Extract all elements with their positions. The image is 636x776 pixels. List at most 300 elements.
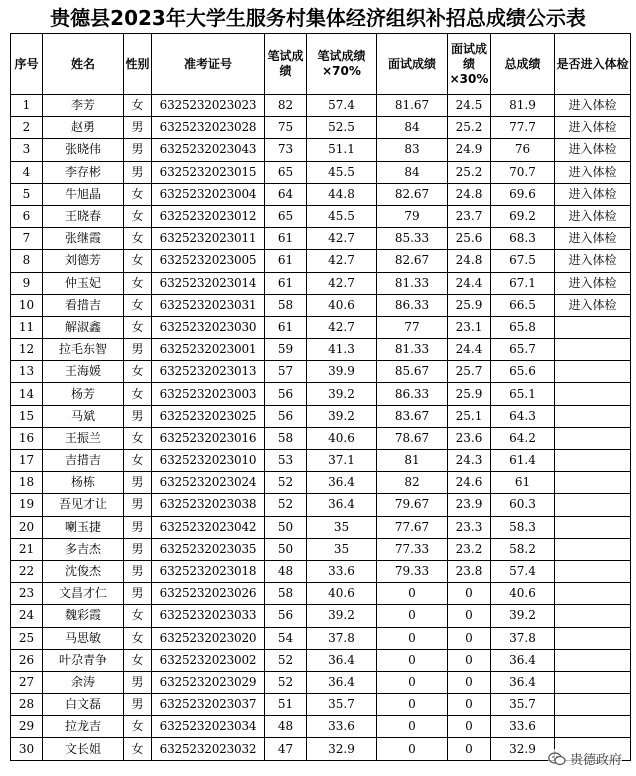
cell-interview: 82.67 [377, 250, 448, 272]
cell-interview: 0 [377, 694, 448, 716]
cell-interview: 79.67 [377, 494, 448, 516]
cell-written: 65 [265, 205, 307, 227]
cell-interview-30: 23.3 [448, 516, 491, 538]
cell-total: 36.4 [491, 671, 555, 693]
cell-gender: 女 [124, 605, 152, 627]
cell-written-70: 37.1 [307, 450, 377, 472]
header-seq: 序号 [11, 34, 43, 95]
cell-gender: 男 [124, 161, 152, 183]
cell-interview: 84 [377, 117, 448, 139]
cell-exam-id: 6325232023014 [152, 272, 265, 294]
cell-interview-30: 23.8 [448, 560, 491, 582]
cell-written: 54 [265, 627, 307, 649]
cell-written: 82 [265, 95, 307, 117]
cell-physical [555, 671, 631, 693]
cell-written-70: 41.3 [307, 339, 377, 361]
cell-written-70: 32.9 [307, 738, 377, 760]
cell-physical: 进入体检 [555, 272, 631, 294]
cell-written-70: 36.4 [307, 472, 377, 494]
cell-interview-30: 25.2 [448, 117, 491, 139]
cell-interview-30: 24.4 [448, 339, 491, 361]
cell-exam-id: 6325232023016 [152, 427, 265, 449]
cell-gender: 男 [124, 538, 152, 560]
cell-interview: 77 [377, 316, 448, 338]
cell-interview-30: 24.9 [448, 139, 491, 161]
cell-name: 拉龙吉 [43, 716, 124, 738]
cell-written: 50 [265, 538, 307, 560]
table-row [11, 538, 631, 560]
cell-seq: 10 [11, 294, 43, 316]
cell-interview-30: 0 [448, 627, 491, 649]
cell-seq: 7 [11, 228, 43, 250]
cell-gender: 女 [124, 649, 152, 671]
cell-exam-id: 6325232023028 [152, 117, 265, 139]
cell-gender: 女 [124, 627, 152, 649]
cell-name: 喇玉捷 [43, 516, 124, 538]
cell-seq: 12 [11, 339, 43, 361]
cell-interview: 81.33 [377, 272, 448, 294]
table-row [11, 671, 631, 693]
header-name: 姓名 [43, 34, 124, 95]
cell-name: 王海媛 [43, 361, 124, 383]
cell-written-70: 39.2 [307, 405, 377, 427]
cell-seq: 29 [11, 716, 43, 738]
cell-written-70: 40.6 [307, 583, 377, 605]
cell-total: 61 [491, 472, 555, 494]
cell-interview-30: 0 [448, 738, 491, 760]
cell-exam-id: 6325232023024 [152, 472, 265, 494]
cell-interview-30: 24.8 [448, 250, 491, 272]
cell-exam-id: 6325232023010 [152, 450, 265, 472]
cell-written: 65 [265, 161, 307, 183]
cell-name: 王晓春 [43, 205, 124, 227]
cell-interview: 83 [377, 139, 448, 161]
cell-written-70: 39.2 [307, 383, 377, 405]
cell-physical [555, 450, 631, 472]
cell-name: 杨芳 [43, 383, 124, 405]
cell-interview-30: 25.9 [448, 294, 491, 316]
cell-interview-30: 0 [448, 716, 491, 738]
cell-exam-id: 6325232023043 [152, 139, 265, 161]
table-row [11, 228, 631, 250]
cell-exam-id: 6325232023018 [152, 560, 265, 582]
cell-exam-id: 6325232023026 [152, 583, 265, 605]
cell-physical [555, 583, 631, 605]
cell-interview: 78.67 [377, 427, 448, 449]
cell-total: 77.7 [491, 117, 555, 139]
wechat-icon [548, 752, 566, 766]
cell-interview-30: 23.7 [448, 205, 491, 227]
cell-written-70: 35 [307, 516, 377, 538]
cell-name: 李存彬 [43, 161, 124, 183]
cell-physical: 进入体检 [555, 205, 631, 227]
cell-total: 69.6 [491, 183, 555, 205]
cell-name: 李芳 [43, 95, 124, 117]
cell-written-70: 44.8 [307, 183, 377, 205]
table-row [11, 316, 631, 338]
cell-seq: 28 [11, 694, 43, 716]
cell-total: 36.4 [491, 649, 555, 671]
cell-interview: 79.33 [377, 560, 448, 582]
cell-total: 67.1 [491, 272, 555, 294]
cell-written-70: 36.4 [307, 671, 377, 693]
cell-name: 多吉杰 [43, 538, 124, 560]
cell-exam-id: 6325232023031 [152, 294, 265, 316]
cell-seq: 4 [11, 161, 43, 183]
watermark-text: 贵德政府 [569, 753, 622, 768]
cell-total: 65.7 [491, 339, 555, 361]
cell-exam-id: 6325232023038 [152, 494, 265, 516]
cell-physical: 进入体检 [555, 161, 631, 183]
cell-interview: 0 [377, 627, 448, 649]
cell-physical [555, 405, 631, 427]
cell-written-70: 35 [307, 538, 377, 560]
cell-exam-id: 6325232023030 [152, 316, 265, 338]
cell-total: 81.9 [491, 95, 555, 117]
cell-written-70: 52.5 [307, 117, 377, 139]
cell-name: 拉毛东智 [43, 339, 124, 361]
cell-total: 66.5 [491, 294, 555, 316]
cell-name: 看措吉 [43, 294, 124, 316]
cell-total: 58.3 [491, 516, 555, 538]
cell-interview: 79 [377, 205, 448, 227]
cell-name: 刘德芳 [43, 250, 124, 272]
cell-gender: 男 [124, 694, 152, 716]
cell-interview-30: 24.3 [448, 450, 491, 472]
cell-name: 叶尕青争 [43, 649, 124, 671]
cell-interview-30: 23.6 [448, 427, 491, 449]
table-row [11, 117, 631, 139]
cell-physical [555, 316, 631, 338]
table-row [11, 294, 631, 316]
cell-exam-id: 6325232023002 [152, 649, 265, 671]
cell-physical: 进入体检 [555, 117, 631, 139]
cell-written: 58 [265, 427, 307, 449]
cell-interview: 81 [377, 450, 448, 472]
cell-exam-id: 6325232023034 [152, 716, 265, 738]
cell-name: 文长姐 [43, 738, 124, 760]
cell-total: 37.8 [491, 627, 555, 649]
cell-gender: 女 [124, 716, 152, 738]
header-written: 笔试成绩 [265, 34, 307, 95]
cell-name: 马斌 [43, 405, 124, 427]
cell-interview: 0 [377, 649, 448, 671]
cell-total: 76 [491, 139, 555, 161]
cell-gender: 男 [124, 516, 152, 538]
cell-exam-id: 6325232023029 [152, 671, 265, 693]
cell-interview: 82 [377, 472, 448, 494]
cell-physical [555, 516, 631, 538]
cell-written: 61 [265, 316, 307, 338]
cell-interview-30: 25.1 [448, 405, 491, 427]
cell-total: 64.3 [491, 405, 555, 427]
cell-total: 58.2 [491, 538, 555, 560]
cell-name: 解淑鑫 [43, 316, 124, 338]
cell-interview: 0 [377, 716, 448, 738]
cell-physical: 进入体检 [555, 139, 631, 161]
cell-written-70: 39.9 [307, 361, 377, 383]
cell-exam-id: 6325232023025 [152, 405, 265, 427]
cell-name: 沈俊杰 [43, 560, 124, 582]
cell-exam-id: 6325232023042 [152, 516, 265, 538]
cell-name: 仲玉妃 [43, 272, 124, 294]
cell-seq: 16 [11, 427, 43, 449]
cell-total: 33.6 [491, 716, 555, 738]
cell-written: 50 [265, 516, 307, 538]
cell-written-70: 36.4 [307, 649, 377, 671]
cell-interview: 81.67 [377, 95, 448, 117]
cell-interview-30: 24.4 [448, 272, 491, 294]
cell-written: 52 [265, 671, 307, 693]
table-row [11, 716, 631, 738]
table-row [11, 427, 631, 449]
cell-gender: 男 [124, 339, 152, 361]
cell-interview-30: 0 [448, 605, 491, 627]
cell-seq: 26 [11, 649, 43, 671]
cell-physical [555, 383, 631, 405]
cell-physical: 进入体检 [555, 95, 631, 117]
cell-written-70: 45.5 [307, 161, 377, 183]
cell-written: 52 [265, 649, 307, 671]
cell-interview: 85.67 [377, 361, 448, 383]
cell-written-70: 42.7 [307, 228, 377, 250]
cell-physical [555, 560, 631, 582]
cell-total: 65.6 [491, 361, 555, 383]
cell-gender: 女 [124, 383, 152, 405]
table-row [11, 205, 631, 227]
cell-written-70: 36.4 [307, 494, 377, 516]
cell-physical [555, 494, 631, 516]
table-row [11, 450, 631, 472]
cell-written-70: 40.6 [307, 427, 377, 449]
cell-total: 65.1 [491, 383, 555, 405]
cell-gender: 女 [124, 183, 152, 205]
cell-seq: 21 [11, 538, 43, 560]
cell-interview: 82.67 [377, 183, 448, 205]
cell-seq: 25 [11, 627, 43, 649]
cell-seq: 23 [11, 583, 43, 605]
cell-gender: 女 [124, 738, 152, 760]
cell-written: 58 [265, 583, 307, 605]
cell-seq: 20 [11, 516, 43, 538]
cell-seq: 17 [11, 450, 43, 472]
cell-interview: 81.33 [377, 339, 448, 361]
watermark [548, 749, 622, 768]
cell-seq: 19 [11, 494, 43, 516]
cell-written: 61 [265, 272, 307, 294]
cell-total: 60.3 [491, 494, 555, 516]
cell-interview-30: 24.5 [448, 95, 491, 117]
header-interview: 面试成绩 [377, 34, 448, 95]
table-row [11, 516, 631, 538]
cell-total: 35.7 [491, 694, 555, 716]
cell-interview: 83.67 [377, 405, 448, 427]
cell-written-70: 45.5 [307, 205, 377, 227]
header-exam-id: 准考证号 [152, 34, 265, 95]
cell-seq: 15 [11, 405, 43, 427]
cell-written: 61 [265, 250, 307, 272]
cell-physical [555, 605, 631, 627]
cell-exam-id: 6325232023012 [152, 205, 265, 227]
cell-exam-id: 6325232023011 [152, 228, 265, 250]
cell-written: 73 [265, 139, 307, 161]
cell-physical [555, 694, 631, 716]
cell-physical: 进入体检 [555, 183, 631, 205]
cell-interview-30: 25.2 [448, 161, 491, 183]
cell-total: 70.7 [491, 161, 555, 183]
cell-physical [555, 427, 631, 449]
cell-name: 吾见才让 [43, 494, 124, 516]
cell-written-70: 37.8 [307, 627, 377, 649]
cell-name: 白文磊 [43, 694, 124, 716]
cell-total: 32.9 [491, 738, 555, 760]
table-row [11, 339, 631, 361]
cell-total: 65.8 [491, 316, 555, 338]
cell-written: 47 [265, 738, 307, 760]
table-row [11, 738, 631, 760]
cell-exam-id: 6325232023023 [152, 95, 265, 117]
cell-gender: 男 [124, 405, 152, 427]
cell-interview-30: 24.6 [448, 472, 491, 494]
cell-written: 56 [265, 605, 307, 627]
cell-seq: 18 [11, 472, 43, 494]
table-row [11, 161, 631, 183]
cell-physical: 进入体检 [555, 228, 631, 250]
cell-name: 马思敏 [43, 627, 124, 649]
cell-written: 53 [265, 450, 307, 472]
table-row [11, 627, 631, 649]
table-row [11, 605, 631, 627]
table-row [11, 250, 631, 272]
cell-gender: 男 [124, 583, 152, 605]
cell-gender: 男 [124, 472, 152, 494]
cell-exam-id: 6325232023035 [152, 538, 265, 560]
cell-total: 67.5 [491, 250, 555, 272]
cell-name: 文昌才仁 [43, 583, 124, 605]
cell-written-70: 40.6 [307, 294, 377, 316]
cell-seq: 22 [11, 560, 43, 582]
cell-interview-30: 0 [448, 583, 491, 605]
cell-written: 56 [265, 405, 307, 427]
cell-interview: 84 [377, 161, 448, 183]
cell-gender: 女 [124, 272, 152, 294]
cell-written-70: 42.7 [307, 316, 377, 338]
cell-gender: 男 [124, 494, 152, 516]
cell-seq: 6 [11, 205, 43, 227]
cell-exam-id: 6325232023037 [152, 694, 265, 716]
header-total: 总成绩 [491, 34, 555, 95]
cell-exam-id: 6325232023001 [152, 339, 265, 361]
cell-seq: 3 [11, 139, 43, 161]
table-body [11, 95, 631, 761]
score-table [10, 33, 631, 761]
table-row [11, 560, 631, 582]
cell-gender: 男 [124, 671, 152, 693]
cell-physical: 进入体检 [555, 294, 631, 316]
cell-physical [555, 361, 631, 383]
cell-name: 张晓伟 [43, 139, 124, 161]
cell-written: 75 [265, 117, 307, 139]
cell-written: 52 [265, 472, 307, 494]
cell-exam-id: 6325232023033 [152, 605, 265, 627]
table-row [11, 649, 631, 671]
cell-name: 牛旭晶 [43, 183, 124, 205]
cell-exam-id: 6325232023013 [152, 361, 265, 383]
cell-gender: 男 [124, 139, 152, 161]
table-header-row [11, 34, 631, 95]
table-row [11, 139, 631, 161]
table-row [11, 583, 631, 605]
cell-total: 68.3 [491, 228, 555, 250]
cell-gender: 女 [124, 450, 152, 472]
cell-interview-30: 25.7 [448, 361, 491, 383]
cell-gender: 女 [124, 250, 152, 272]
cell-written: 52 [265, 494, 307, 516]
cell-exam-id: 6325232023004 [152, 183, 265, 205]
cell-written: 57 [265, 361, 307, 383]
cell-total: 61.4 [491, 450, 555, 472]
cell-exam-id: 6325232023005 [152, 250, 265, 272]
cell-interview: 86.33 [377, 383, 448, 405]
cell-physical [555, 472, 631, 494]
cell-gender: 女 [124, 205, 152, 227]
cell-seq: 13 [11, 361, 43, 383]
cell-gender: 女 [124, 228, 152, 250]
page-title: 贵德县2023年大学生服务村集体经济组织补招总成绩公示表 [50, 6, 586, 30]
cell-seq: 24 [11, 605, 43, 627]
cell-interview-30: 23.1 [448, 316, 491, 338]
cell-exam-id: 6325232023015 [152, 161, 265, 183]
cell-gender: 女 [124, 316, 152, 338]
cell-exam-id: 6325232023020 [152, 627, 265, 649]
cell-interview: 85.33 [377, 228, 448, 250]
cell-interview-30: 23.2 [448, 538, 491, 560]
cell-name: 吉措吉 [43, 450, 124, 472]
table-row [11, 95, 631, 117]
cell-interview-30: 0 [448, 649, 491, 671]
cell-written-70: 35.7 [307, 694, 377, 716]
cell-total: 64.2 [491, 427, 555, 449]
cell-seq: 2 [11, 117, 43, 139]
cell-seq: 27 [11, 671, 43, 693]
cell-seq: 30 [11, 738, 43, 760]
table-row [11, 494, 631, 516]
cell-interview: 0 [377, 738, 448, 760]
cell-name: 余涛 [43, 671, 124, 693]
cell-name: 张继霞 [43, 228, 124, 250]
cell-gender: 女 [124, 294, 152, 316]
cell-written: 61 [265, 228, 307, 250]
cell-total: 69.2 [491, 205, 555, 227]
cell-seq: 14 [11, 383, 43, 405]
cell-physical [555, 538, 631, 560]
cell-interview: 77.67 [377, 516, 448, 538]
cell-written: 48 [265, 560, 307, 582]
cell-physical [555, 339, 631, 361]
header-written-70: 笔试成绩×70% [307, 34, 377, 95]
cell-gender: 男 [124, 117, 152, 139]
cell-written-70: 33.6 [307, 716, 377, 738]
cell-written: 64 [265, 183, 307, 205]
table-row [11, 361, 631, 383]
cell-interview: 0 [377, 671, 448, 693]
cell-exam-id: 6325232023032 [152, 738, 265, 760]
header-physical: 是否进入体检 [555, 34, 631, 95]
cell-written-70: 42.7 [307, 272, 377, 294]
cell-physical: 进入体检 [555, 250, 631, 272]
cell-interview: 86.33 [377, 294, 448, 316]
cell-gender: 女 [124, 361, 152, 383]
